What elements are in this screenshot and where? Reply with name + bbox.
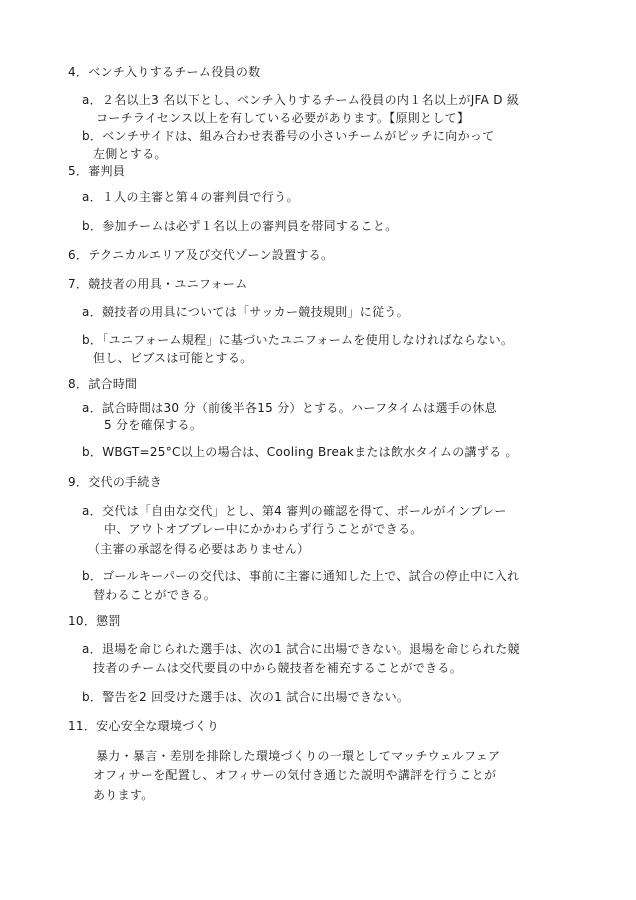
section-10-item-a-line-2: 技者のチームは交代要員の中から競技者を補充することができる。 (93, 661, 463, 675)
section-6-heading: 6．テクニカルエリア及び交代ゾーン設置する。 (68, 248, 334, 262)
section-10-heading: 10．懲罰 (68, 614, 121, 628)
section-11-body-line-3: あります。 (93, 788, 154, 802)
section-4-item-b-line-2: 左側とする。 (93, 147, 167, 161)
section-4-heading: 4．ベンチ入りするチーム役員の数 (68, 65, 261, 79)
section-11-body-line-2: オフィサーを配置し、オフィサーの気付き通じた説明や講評を行うことが (93, 768, 497, 782)
section-4-item-a-line-2: コーチライセンス以上を有している必要があります。【原則として】 (96, 111, 470, 125)
section-8-item-b: b．WBGT=25°C以上の場合は、Cooling Breakまたは飲水タイムの講ずる 。 (82, 445, 518, 459)
section-10-item-b: b．警告を2 回受けた選手は、次の1 試合に出場できない。 (82, 690, 410, 704)
section-10-item-a-line-1: a．退場を命じられた選手は、次の1 試合に出場できない。退場を命じられた競 (82, 642, 520, 656)
section-4-item-b-line-1: b．ベンチサイドは、組み合わせ表番号の小さいチームがピッチに向かって (82, 129, 495, 143)
section-8-item-a-line-1: a．試合時間は30 分（前後半各15 分）とする。ハーフタイムは選手の休息 (82, 401, 497, 415)
section-7-heading: 7．競技者の用具・ユニフォーム (68, 277, 248, 291)
section-9-item-a-line-2: 中、アウトオブプレー中にかかわらず行うことができる。 (104, 522, 423, 536)
section-7-item-b-line-1: b．「ユニフォーム規程」に基づいたユニフォームを使用しなければならない。 (82, 333, 514, 347)
section-5-item-b: b．参加チームは必ず１名以上の審判員を帯同すること。 (82, 219, 398, 233)
section-5-item-a: a．１人の主審と第４の審判員で行う。 (82, 190, 299, 204)
section-7-item-b-line-2: 但し、ビブスは可能とする。 (93, 351, 253, 365)
section-11-heading: 11．安心安全な環境づくり (68, 719, 220, 733)
section-4-item-a-line-1: a．２名以上3 名以下とし、ベンチ入りするチーム役員の内１名以上がJFA D 級 (82, 93, 520, 107)
section-7-item-a: a．競技者の用具については「サッカー競技規則」に従う。 (82, 305, 409, 319)
section-8-item-a-line-2: 5 分を確保する。 (104, 418, 203, 432)
section-9-heading: 9．交代の手続き (68, 475, 163, 489)
section-9-item-a-line-3: （主審の承認を得る必要はありません） (88, 542, 310, 556)
section-9-item-b-line-1: b．ゴールキーパーの交代は、事前に主審に通知した上で、試合の停止中に入れ (82, 569, 520, 583)
section-9-item-a-line-1: a．交代は「自由な交代」とし、第4 審判の確認を得て、ボールがインプレー (82, 504, 507, 518)
section-9-item-b-line-2: 替わることができる。 (93, 588, 217, 602)
section-11-body-line-1: 暴力・暴言・差別を排除した環境づくりの一環としてマッチウェルフェア (96, 749, 501, 763)
section-8-heading: 8．試合時間 (68, 377, 138, 391)
section-5-heading: 5．審判員 (68, 164, 126, 178)
